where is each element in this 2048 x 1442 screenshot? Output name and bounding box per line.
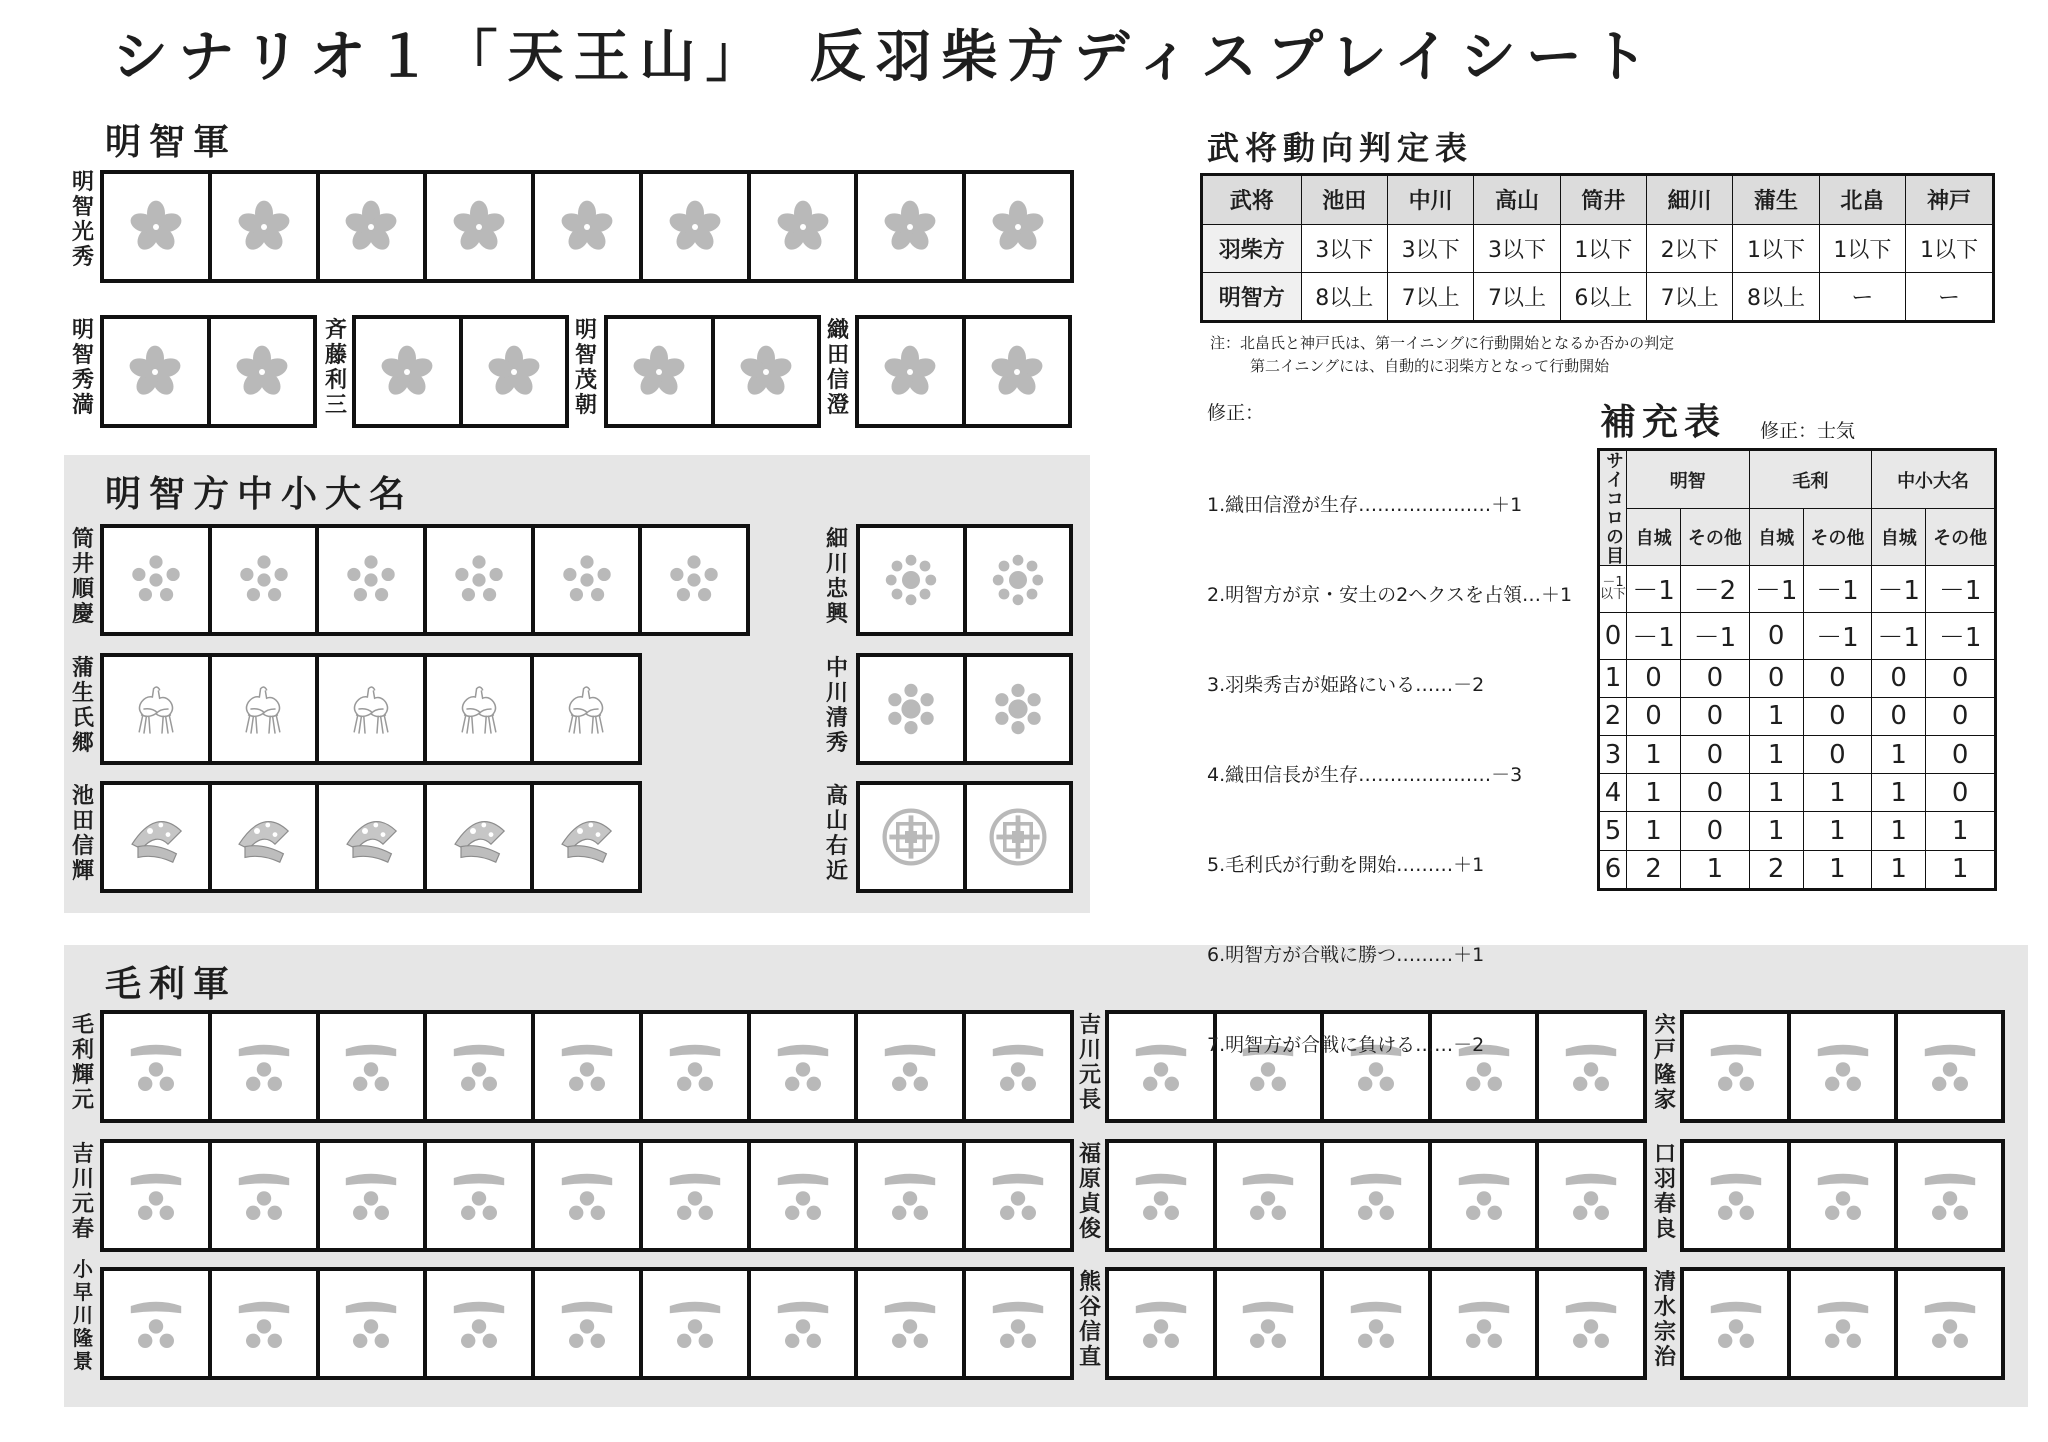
unit-name: 織田信澄 [826,318,849,418]
akechi-army-title: 明智軍 [105,121,238,163]
unit-counter-box [319,657,423,761]
unit-counter-box [212,1143,316,1248]
unit-counter-box [534,657,638,761]
table-cell: 0 [1681,697,1749,735]
unit-counter-box [643,1014,747,1119]
supply-table [1597,448,1997,891]
table-row [1599,850,1996,890]
unit-counter-box [1539,1271,1643,1376]
unit-counter-box [320,1014,424,1119]
list-item: 5.毛利氏が行動を開始………＋1 [1207,854,1485,876]
dice-roll: －1 [1602,574,1624,590]
unit-counter-box [608,319,711,424]
table-cell: －1 [1681,612,1749,659]
table-cell: 1 [1749,736,1803,774]
unit-counter-box [104,657,208,761]
table-cell: 1以下 [1560,224,1646,272]
unit-counter-box [319,785,423,889]
table-cell: 0 [1926,736,1996,774]
unit-counter-box [212,174,316,279]
dice-roll: 2 [1604,701,1622,732]
table-cell: 明智方 [1202,272,1302,322]
unit-name: 池田信輝 [71,784,94,884]
unit-counter-box [1539,1143,1643,1248]
unit-counter-box [104,174,208,279]
unit-counter-box [1898,1271,2001,1376]
table-cell: その他 [1926,509,1996,566]
unit-counter-box [1217,1271,1321,1376]
table-cell: ー [1819,272,1905,322]
unit-counter-strip [856,653,1073,765]
supply-table-title: 補充表 [1600,401,1727,443]
table-cell: 毛利 [1749,450,1872,509]
table-cell: 0 [1627,659,1681,697]
unit-counter-box [751,1271,855,1376]
table-cell: －1 [1926,566,1996,613]
unit-counter-box [1791,1014,1894,1119]
unit-name: 中川清秀 [825,656,848,756]
table-cell: 0 [1926,697,1996,735]
unit-counter-box [427,1143,531,1248]
table-cell: 0 [1681,774,1749,812]
unit-counter-box [1217,1143,1321,1248]
unit-counter-box [859,319,962,424]
table-cell: 1 [1803,812,1871,850]
list-item: 3.羽柴秀吉が姫路にいる……－2 [1207,674,1485,696]
unit-counter-box [1791,1143,1894,1248]
unit-counter-box [858,1271,962,1376]
dice-roll: 3 [1604,739,1622,770]
table-cell: 0 [1872,697,1926,735]
unit-counter-box [1684,1143,1787,1248]
table-row [1599,566,1996,613]
table-cell: 0 [1803,659,1871,697]
unit-counter-box [212,528,316,632]
table-cell: 3以下 [1474,224,1560,272]
unit-name: 吉川元春 [71,1142,94,1242]
table-cell: －1 [1926,612,1996,659]
unit-name: 筒井順慶 [71,527,94,627]
unit-counter-box [642,528,746,632]
table-cell: 7以上 [1647,272,1733,322]
table-cell: 7以上 [1387,272,1473,322]
table-header-row [1202,175,1994,225]
table-cell: －1 [1872,566,1926,613]
unit-counter-strip [1680,1010,2005,1123]
unit-counter-box [1109,1014,1213,1119]
unit-counter-box [211,319,314,424]
table-cell: 1 [1681,850,1749,890]
list-item: 1.織田信澄が生存…………………＋1 [1207,494,1523,516]
unit-counter-strip [855,315,1072,428]
dice-roll-cell [1599,612,1627,659]
table-cell: 神戸 [1906,175,1994,225]
table-cell: 7以上 [1474,272,1560,322]
table-cell: －1 [1749,566,1803,613]
unit-counter-box [1684,1014,1787,1119]
table-cell: 8以上 [1733,272,1819,322]
table-cell: 0 [1926,659,1996,697]
table-cell: 1 [1872,850,1926,890]
dice-roll: 0 [1604,620,1622,651]
unit-counter-strip [1105,1267,1647,1380]
unit-counter-box [966,174,1070,279]
unit-name: 小早川隆景 [73,1257,93,1373]
unit-name: 毛利輝元 [71,1013,94,1113]
unit-name: 熊谷信直 [1078,1270,1101,1370]
table-cell: 8以上 [1301,272,1387,322]
table-cell: 0 [1681,736,1749,774]
unit-counter-box [463,319,566,424]
table-cell: 2 [1749,850,1803,890]
table-cell: －2 [1681,566,1749,613]
unit-counter-box [104,1143,208,1248]
list-item: 7.明智方が合戦に負ける……－2 [1207,1034,1485,1056]
table-cell: 2以下 [1647,224,1733,272]
table-cell: －1 [1872,612,1926,659]
unit-counter-box [427,1014,531,1119]
unit-name: 斉藤利三 [324,318,347,418]
supply-table-subtitle: 修正：士気 [1760,420,1856,442]
table-row [1202,272,1994,322]
table-cell: 1 [1926,850,1996,890]
dice-roll-cell [1599,774,1627,812]
table-cell: 0 [1681,659,1749,697]
unit-counter-box [535,1014,639,1119]
unit-counter-box [104,528,208,632]
table-cell: 北畠 [1819,175,1905,225]
table-cell: 3以下 [1301,224,1387,272]
unit-name: 明智光秀 [71,170,94,270]
unit-counter-box [751,1014,855,1119]
unit-counter-box [320,174,424,279]
unit-counter-box [320,1271,424,1376]
unit-counter-strip [1105,1139,1647,1252]
table-row [1599,736,1996,774]
unit-counter-box [535,1143,639,1248]
dice-roll-cell [1599,659,1627,697]
table-cell: 6以上 [1560,272,1646,322]
table-cell: 1 [1926,812,1996,850]
table-cell: 池田 [1301,175,1387,225]
unit-counter-box [1684,1271,1787,1376]
table-cell: 1 [1749,697,1803,735]
table-cell: その他 [1803,509,1871,566]
table-cell: 細川 [1647,175,1733,225]
unit-counter-box [427,528,531,632]
table-cell: 1 [1872,774,1926,812]
unit-counter-strip [100,170,1074,283]
unit-counter-strip [1680,1139,2005,1252]
unit-counter-box [966,1014,1070,1119]
unit-counter-box [104,785,208,889]
table-cell: 0 [1627,697,1681,735]
unit-name: 口羽春良 [1653,1142,1676,1242]
unit-counter-box [751,1143,855,1248]
table-cell: 自城 [1627,509,1681,566]
unit-counter-box [860,657,963,761]
table-cell: －1 [1803,612,1871,659]
table-cell: 高山 [1474,175,1560,225]
unit-counter-strip [352,315,569,428]
unit-counter-box [319,528,423,632]
akechi-minor-title: 明智方中小大名 [105,473,414,515]
unit-counter-box [1898,1014,2001,1119]
table-cell: 羽柴方 [1202,224,1302,272]
unit-counter-box [1898,1143,2001,1248]
table-cell: 0 [1749,659,1803,697]
unit-counter-box [966,1271,1070,1376]
modifier-title: 修正： [1207,402,1265,424]
unit-counter-strip [100,315,317,428]
unit-counter-box [212,785,316,889]
unit-counter-box [1432,1271,1536,1376]
unit-counter-box [1324,1271,1428,1376]
general-table-title: 武将動向判定表 [1207,129,1474,167]
dice-roll-sub: 以下 [1600,586,1627,602]
dice-roll-cell [1599,850,1627,890]
unit-counter-box [643,174,747,279]
table-cell: 0 [1872,659,1926,697]
dice-roll: 5 [1604,816,1622,847]
table-cell: 中小大名 [1872,450,1996,509]
table-cell: 0 [1749,612,1803,659]
unit-counter-strip [856,524,1073,636]
table-cell: 自城 [1749,509,1803,566]
unit-counter-box [858,1014,962,1119]
table-header-row [1599,509,1996,566]
table-cell: 蒲生 [1733,175,1819,225]
list-item: 6.明智方が合戦に勝つ………＋1 [1207,944,1485,966]
unit-name: 吉川元長 [1078,1013,1101,1113]
supply-table-body [1599,566,1996,890]
table-cell: 1 [1627,736,1681,774]
table-row [1599,774,1996,812]
unit-counter-strip [100,1139,1074,1252]
table-row [1202,224,1994,272]
table-cell: 明智 [1627,450,1750,509]
unit-counter-strip [100,1267,1074,1380]
unit-counter-box [535,1271,639,1376]
mori-army-title: 毛利軍 [105,963,238,1005]
unit-name: 高山右近 [825,784,848,884]
dice-roll-cell [1599,566,1627,613]
unit-counter-box [643,1143,747,1248]
unit-counter-box [860,528,963,632]
table-cell: 3以下 [1387,224,1473,272]
table-cell: 1 [1749,812,1803,850]
dice-roll-cell [1599,812,1627,850]
unit-counter-strip [100,653,642,765]
unit-counter-strip [100,781,642,893]
unit-counter-box [427,785,531,889]
unit-counter-box [535,528,639,632]
dice-roll: 4 [1604,777,1622,808]
unit-counter-box [1432,1143,1536,1248]
table-cell: 1 [1627,812,1681,850]
unit-counter-box [104,319,207,424]
dice-roll-cell [1599,736,1627,774]
unit-counter-box [967,528,1070,632]
unit-counter-box [1791,1271,1894,1376]
unit-counter-box [535,174,639,279]
unit-name: 明智秀満 [71,318,94,418]
unit-counter-box [356,319,459,424]
unit-name: 明智茂朝 [574,318,597,418]
unit-counter-box [858,1143,962,1248]
table-cell: 1 [1872,736,1926,774]
unit-counter-box [966,1143,1070,1248]
page-title: シナリオ１「天王山」 反羽柴方ディスプレイシート [112,24,1658,90]
unit-counter-strip [100,524,750,636]
dice-roll: 1 [1604,663,1622,694]
unit-counter-box [858,174,962,279]
table-cell: 0 [1926,774,1996,812]
unit-counter-strip [604,315,821,428]
list-item: 2.明智方が京・安土の2ヘクスを占領…＋1 [1207,584,1573,606]
unit-counter-box [967,785,1070,889]
unit-counter-box [104,1014,208,1119]
unit-counter-box [1109,1271,1213,1376]
table-row [1599,659,1996,697]
unit-counter-box [715,319,818,424]
table-cell: 中川 [1387,175,1473,225]
table-cell: 1以下 [1733,224,1819,272]
unit-counter-box [427,1271,531,1376]
unit-counter-box [860,785,963,889]
unit-counter-box [212,1271,316,1376]
table-cell: 0 [1803,736,1871,774]
unit-counter-box [751,174,855,279]
unit-counter-box [427,657,531,761]
dice-roll: 6 [1604,854,1622,885]
unit-counter-box [104,1271,208,1376]
table-cell: 0 [1803,697,1871,735]
unit-counter-box [534,785,638,889]
unit-counter-box [320,1143,424,1248]
table-cell: 0 [1681,812,1749,850]
unit-counter-strip [100,1010,1074,1123]
unit-counter-box [1324,1143,1428,1248]
unit-counter-box [1109,1143,1213,1248]
table-cell: 自城 [1872,509,1926,566]
unit-counter-box [967,657,1070,761]
table-note: 注：北畠氏と神戸氏は、第一イニングに行動開始となるか否かの判定 [1210,334,1675,352]
table-cell: 筒井 [1560,175,1646,225]
table-cell: －1 [1627,612,1681,659]
table-row [1599,697,1996,735]
table-cell: 1以下 [1819,224,1905,272]
table-cell: その他 [1681,509,1749,566]
table-cell: 1 [1803,850,1871,890]
table-cell: ー [1906,272,1994,322]
unit-name: 清水宗治 [1653,1270,1676,1370]
table-cell: 1 [1749,774,1803,812]
table-cell: 1 [1627,774,1681,812]
table-cell: 1 [1872,812,1926,850]
unit-counter-box [427,174,531,279]
table-cell: サイコロの目 [1599,450,1627,566]
unit-counter-box [212,1014,316,1119]
table-note: 第二イニングには、自動的に羽柴方となって行動開始 [1250,357,1610,375]
modifier-list [1207,430,1572,1090]
unit-name: 細川忠興 [825,527,848,627]
unit-name: 蒲生氏郷 [71,656,94,756]
unit-counter-strip [856,781,1073,893]
table-header-row [1599,450,1996,509]
table-cell: 1 [1803,774,1871,812]
unit-counter-box [643,1271,747,1376]
unit-name: 福原貞俊 [1078,1142,1101,1242]
table-cell: 武将 [1202,175,1302,225]
general-movement-table [1200,173,1995,323]
unit-counter-box [966,319,1069,424]
table-cell: 1以下 [1906,224,1994,272]
table-row [1599,812,1996,850]
unit-counter-box [212,657,316,761]
table-cell: －1 [1803,566,1871,613]
table-cell: －1 [1627,566,1681,613]
unit-name: 宍戸隆家 [1653,1013,1676,1113]
unit-counter-strip [1680,1267,2005,1380]
table-cell: 2 [1627,850,1681,890]
list-item: 4.織田信長が生存…………………－3 [1207,764,1523,786]
dice-roll-cell [1599,697,1627,735]
table-row [1599,612,1996,659]
